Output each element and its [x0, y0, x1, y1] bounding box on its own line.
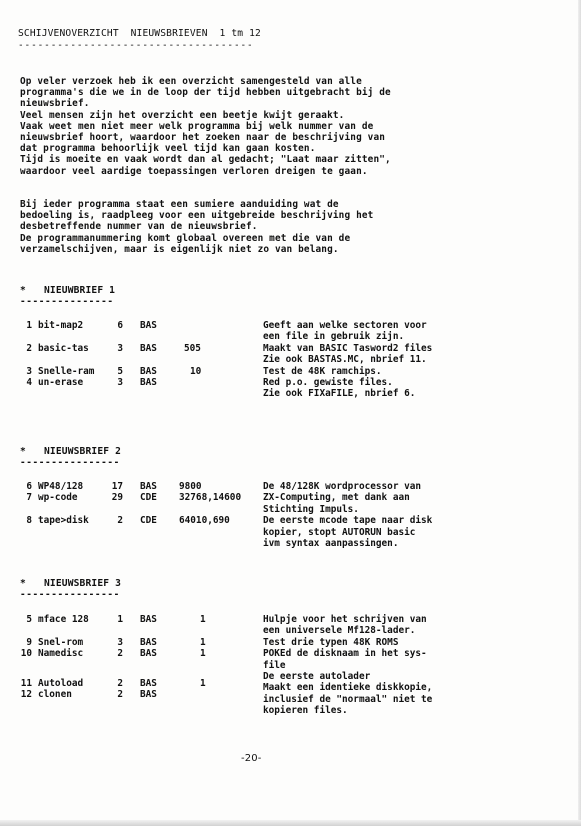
program-number: 11 — [20, 678, 32, 689]
program-type: BAS — [140, 648, 157, 659]
program-name: WP48/128 — [38, 481, 84, 492]
program-row — [0, 377, 157, 389]
intro-paragraph-2: Bij ieder programma staat een sumiere aanduiding wat de bedoeling is, raadpleeg voor een uitgebreide beschrijving het desbetreffende nummer van de nieuwsbrief. De programmanummering komt globaal overeen met die van de verzamelschijven, maar is eigenlijk niet zo van belang. — [20, 199, 374, 255]
program-number: 6 — [26, 481, 32, 492]
program-blocks: 17 — [111, 481, 123, 492]
program-name: bit-map2 — [38, 320, 84, 331]
program-number: 7 — [26, 492, 32, 503]
program-number: 4 — [26, 377, 32, 388]
program-param: 1 — [200, 678, 206, 689]
program-type: CDE — [140, 492, 157, 503]
program-name: Autoload — [38, 678, 84, 689]
section-heading-label: NIEUWBRIEF 1 — [44, 285, 116, 296]
program-number: 12 — [20, 689, 32, 700]
program-blocks: 6 — [117, 320, 123, 331]
program-name: wp-code — [38, 492, 78, 503]
program-blocks: 5 — [117, 366, 123, 377]
program-name: Snel-rom — [38, 637, 84, 648]
program-type: BAS — [140, 614, 157, 625]
program-blocks: 3 — [117, 343, 123, 354]
program-row — [0, 648, 206, 660]
title-underline: ------------------------------------ — [18, 40, 254, 51]
program-param: 10 — [190, 366, 202, 377]
program-blocks: 1 — [117, 614, 123, 625]
page-edge-bottom — [0, 820, 581, 826]
program-type: BAS — [140, 689, 157, 700]
program-type: BAS — [140, 637, 157, 648]
program-type: BAS — [140, 343, 157, 354]
program-number: 10 — [20, 648, 32, 659]
program-blocks: 3 — [117, 377, 123, 388]
program-row — [0, 492, 242, 504]
program-row — [0, 320, 157, 332]
section-bullet: * — [20, 285, 26, 296]
program-blocks: 29 — [111, 492, 123, 503]
program-param: 9800 — [179, 481, 202, 492]
program-number: 3 — [26, 366, 32, 377]
section-bullet: * — [20, 578, 26, 589]
program-blocks: 2 — [117, 515, 123, 526]
program-descriptions: Hulpje voor het schrijven van een universele Mf128-lader. Test drie typen 48K ROMS POKEd de disknaam in het sys- file De eerste autolader Maakt een identieke diskkopie, inclusief de "normaal" niet te kopieren files. — [263, 614, 433, 717]
program-type: BAS — [140, 320, 157, 331]
program-row — [0, 515, 230, 527]
program-param: 1 — [200, 614, 206, 625]
section-heading-label: NIEUWSBRIEF 2 — [44, 446, 122, 457]
program-param: 1 — [200, 637, 206, 648]
section-rule: ---------------- — [20, 589, 120, 600]
program-name: tape>disk — [38, 515, 89, 526]
program-param: 505 — [184, 343, 201, 354]
program-number: 5 — [26, 614, 32, 625]
program-type: BAS — [140, 366, 157, 377]
program-param: 64010,690 — [179, 515, 230, 526]
program-type: BAS — [140, 481, 157, 492]
program-param: 1 — [200, 648, 206, 659]
program-row — [0, 343, 201, 355]
program-name: clonen — [38, 689, 72, 700]
section-bullet: * — [20, 446, 26, 457]
program-blocks: 2 — [117, 648, 123, 659]
program-name: Snelle-ram — [38, 366, 95, 377]
program-descriptions: De 48/128K wordprocessor van ZX-Computing, met dank aan Stichting Impuls. De eerste mcode tape naar disk kopier, stopt AUTORUN basic ivm syntax aanpassingen. — [263, 481, 433, 550]
program-number: 9 — [26, 637, 32, 648]
program-descriptions: Geeft aan welke sectoren voor een file in gebruik zijn. Maakt van BASIC Tasword2 files Zie ook BASTAS.MC, nbrief 11. Test de 48K ramchips. Red p.o. gewiste files. Zie ook FIXaFILE, nbrief 6. — [263, 320, 433, 400]
program-blocks: 2 — [117, 689, 123, 700]
section-rule: ---------------- — [20, 457, 120, 468]
section-heading-label: NIEUWSBRIEF 3 — [44, 578, 122, 589]
program-type: CDE — [140, 515, 157, 526]
program-param: 32768,14600 — [179, 492, 242, 503]
program-type: BAS — [140, 678, 157, 689]
intro-paragraph-1: Op veler verzoek heb ik een overzicht samengesteld van alle programma's die we in de loop der tijd hebben uitgebracht bij de nieuwsbrief. Veel mensen zijn het overzicht een beetje kwijt geraakt. Vaak weet men niet meer welk programma bij welk nummer van de nieuwsbrief hoort, waardoor het zoeken naar de beschrijving van dat programma behoorlijk veel tijd kan gaan kosten. Tijd is moeite en vaak wordt dan al gedacht; "Laat maar zitten", waardoor veel aardige toepassingen verloren dreigen te gaan. — [20, 76, 391, 177]
program-blocks: 2 — [117, 678, 123, 689]
program-row — [0, 614, 206, 626]
program-number: 2 — [26, 343, 32, 354]
program-blocks: 3 — [117, 637, 123, 648]
page-number: -20- — [241, 753, 262, 764]
program-row — [0, 689, 157, 701]
program-number: 1 — [26, 320, 32, 331]
program-number: 8 — [26, 515, 32, 526]
program-name: mface 128 — [38, 614, 89, 625]
program-name: Namedisc — [38, 648, 84, 659]
page-title: SCHIJVENOVERZICHT NIEUWSBRIEVEN 1 tm 12 — [18, 28, 261, 39]
section-rule: --------------- — [20, 296, 114, 307]
program-name: basic-tas — [38, 343, 89, 354]
program-type: BAS — [140, 377, 157, 388]
program-name: un-erase — [38, 377, 84, 388]
